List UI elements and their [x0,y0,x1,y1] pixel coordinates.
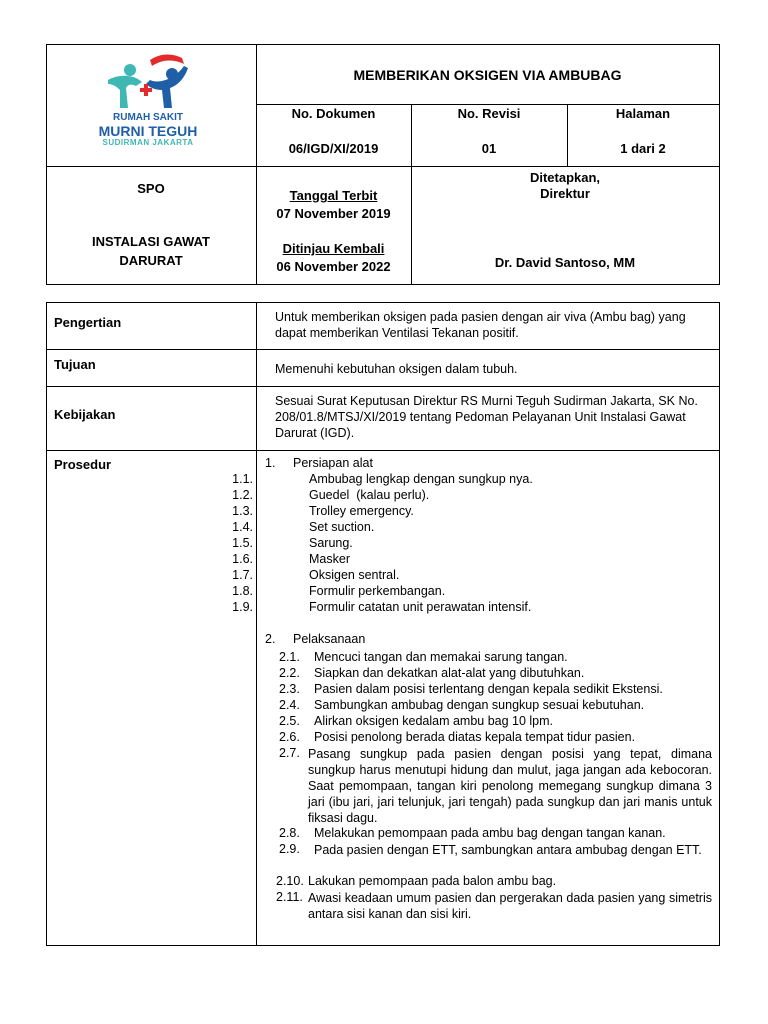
list-item-number: 1.9. [232,600,253,614]
list-item-number: 2.1. [279,650,300,664]
prosedur-label: Prosedur [54,457,112,472]
list-item-number: 2.9. [279,842,300,856]
list-item-number: 2.11. [276,890,303,904]
tujuan-text: Memenuhi kebutuhan oksigen dalam tubuh. [275,362,518,376]
list-item: Alirkan oksigen kedalam ambu bag 10 lpm. [314,714,554,728]
logo-figures-icon [84,50,212,114]
unit-name: INSTALASI GAWAT DARURAT [92,234,210,268]
logo-line3: SUDIRMAN JAKARTA [102,138,194,147]
list-item-number: 1.4. [232,520,253,534]
list-item-number: 1.5. [232,536,253,550]
logo-line1: RUMAH SAKIT [113,112,183,123]
list-item: Formulir catatan unit perawatan intensif. [309,600,532,614]
kebijakan-label: Kebijakan [54,407,116,422]
direktur-label: Direktur [540,186,590,201]
list-item: Masker [309,552,350,566]
list-item: Set suction. [309,520,375,534]
list-item: Ambubag lengkap dengan sungkup nya. [309,472,533,486]
list-item: Sambungkan ambubag dengan sungkup sesuai kebutuhan. [314,698,645,712]
list-item-number: 2.7. [279,746,300,760]
ditinjau-value: 06 November 2022 [276,259,391,274]
list-item-number: 2.3. [279,682,300,696]
ditinjau-label: Ditinjau Kembali [282,241,385,256]
list-item: Oksigen sentral. [309,568,400,582]
list-item: Trolley emergency. [309,504,414,518]
no-revisi-value: 01 [481,141,497,156]
direktur-name: Dr. David Santoso, MM [494,255,636,270]
hospital-logo [84,46,212,158]
list-item-number: 1.7. [232,568,253,582]
list-item-number: 1.6. [232,552,253,566]
list-item-number: 1.1. [232,472,253,486]
tanggal-terbit-label: Tanggal Terbit [289,188,378,203]
spo-label: SPO [137,181,165,196]
list-item-number: 1.8. [232,584,253,598]
tanggal-terbit-value: 07 November 2019 [276,206,391,221]
kebijakan-text: Sesuai Surat Keputusan Direktur RS Murni Teguh Sudirman Jakarta, SK No. 208/01.8/MTSJ/XI/2019 tentang Pedoman Pelayanan Unit Instalasi Gawat Darurat (IGD). [275,394,698,440]
section2-number: 2. [265,632,276,646]
list-item: Formulir perkembangan. [309,584,446,598]
list-item-number: 2.8. [279,826,300,840]
list-item: Pasien dalam posisi terlentang dengan kepala sedikit Ekstensi. [314,682,663,696]
halaman-label: Halaman [615,106,671,121]
ditetapkan-label: Ditetapkan, [529,170,601,185]
section1-number: 1. [265,456,276,470]
list-item-number: 2.10. [276,874,304,888]
section1-title: Persiapan alat [293,456,373,470]
list-item: Melakukan pemompaan pada ambu bag dengan tangan kanan. [314,826,666,840]
no-revisi-label: No. Revisi [457,106,521,121]
tujuan-label: Tujuan [54,357,96,372]
list-item-number: 2.4. [279,698,300,712]
list-item-number: 1.2. [232,488,253,502]
list-item: Pasang sungkup pada pasien dengan posisi yang tepat, dimana sungkup harus menutupi hidung dan mulut, jaga jangan ada kebocoran. Saat pemompaan, tangan kiri penolong memegang sungkup dimana 3 jari (ibu jari, jari telunjuk, jari tengah) pada sungkup dan jari manis untuk fiksasi dagu. [308,747,712,825]
list-item-number: 2.2. [279,666,300,680]
list-item: Guedel (kalau perlu). [309,488,430,502]
list-item: Siapkan dan dekatkan alat-alat yang dibutuhkan. [314,666,585,680]
list-item: Sarung. [309,536,353,550]
list-item-number: 1.3. [232,504,253,518]
list-item: Lakukan pemompaan pada balon ambu bag. [308,874,557,888]
halaman-value: 1 dari 2 [620,141,666,156]
no-dokumen-label: No. Dokumen [291,106,376,121]
pengertian-text: Untuk memberikan oksigen pada pasien dengan air viva (Ambu bag) yang dapat memberikan Ventilasi Tekanan positif. [275,310,686,340]
list-item-number: 2.5. [279,714,300,728]
list-item: Awasi keadaan umum pasien dan pergerakan dada pasien yang simetris antara sisi kanan dan sisi kiri. [308,891,712,921]
document-title: MEMBERIKAN OKSIGEN VIA AMBUBAG [353,67,622,83]
list-item: Pada pasien dengan ETT, sambungkan antara ambubag dengan ETT. [314,843,702,857]
logo-line2: MURNI TEGUH [98,123,198,139]
list-item: Posisi penolong berada diatas kepala tempat tidur pasien. [314,730,636,744]
section2-title: Pelaksanaan [293,632,366,646]
pengertian-label: Pengertian [54,315,122,330]
list-item: Mencuci tangan dan memakai sarung tangan. [314,650,568,664]
no-dokumen-value: 06/IGD/XI/2019 [288,141,379,156]
list-item-number: 2.6. [279,730,300,744]
